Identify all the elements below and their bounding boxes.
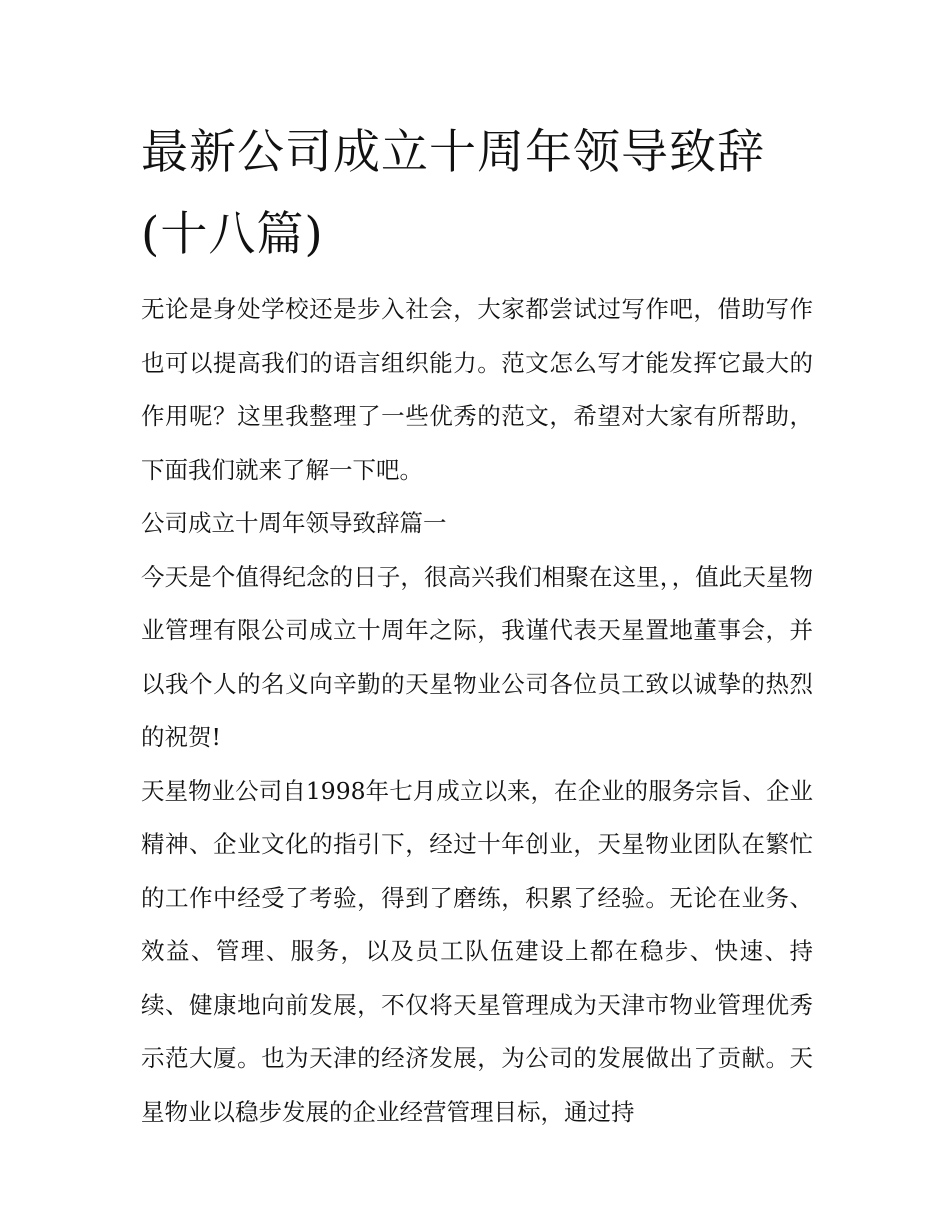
intro-paragraph: 无论是身处学校还是步入社会，大家都尝试过写作吧，借助写作也可以提高我们的语言组织能力。范文怎么写才能发挥它最大的作用呢？这里我整理了一些优秀的范文，希望对大家有所帮助，下面我们就来了解一下吧。 bbox=[141, 295, 813, 484]
document-title: 最新公司成立十周年领导致辞(十八篇) bbox=[141, 125, 765, 262]
body-paragraph-2: 天星物业公司自1998年七月成立以来，在企业的服务宗旨、企业精神、企业文化的指引下，经过十年创业，天星物业团队在繁忙的工作中经受了考验，得到了磨练，积累了经验。无论在业务、效益、管理、服务，以及员工队伍建设上都在稳步、快速、持续、健康地向前发展，不仅将天星管理成为天津市物业管理优秀示范大厦。也为天津的经济发展，为公司的发展做出了贡献。天星物业以稳步发展的企业经营管理目标，通过持 bbox=[141, 776, 813, 1126]
document-page bbox=[141, 112, 813, 1139]
section-heading: 公司成立十周年领导致辞篇一 bbox=[141, 509, 447, 537]
body-paragraph-1: 今天是个值得纪念的日子，很高兴我们相聚在这里，，值此天星物业管理有限公司成立十周年之际，我谨代表天星置地董事会，并以我个人的名义向辛勤的天星物业公司各位员工致以诚挚的热烈的祝贺! bbox=[141, 562, 813, 751]
